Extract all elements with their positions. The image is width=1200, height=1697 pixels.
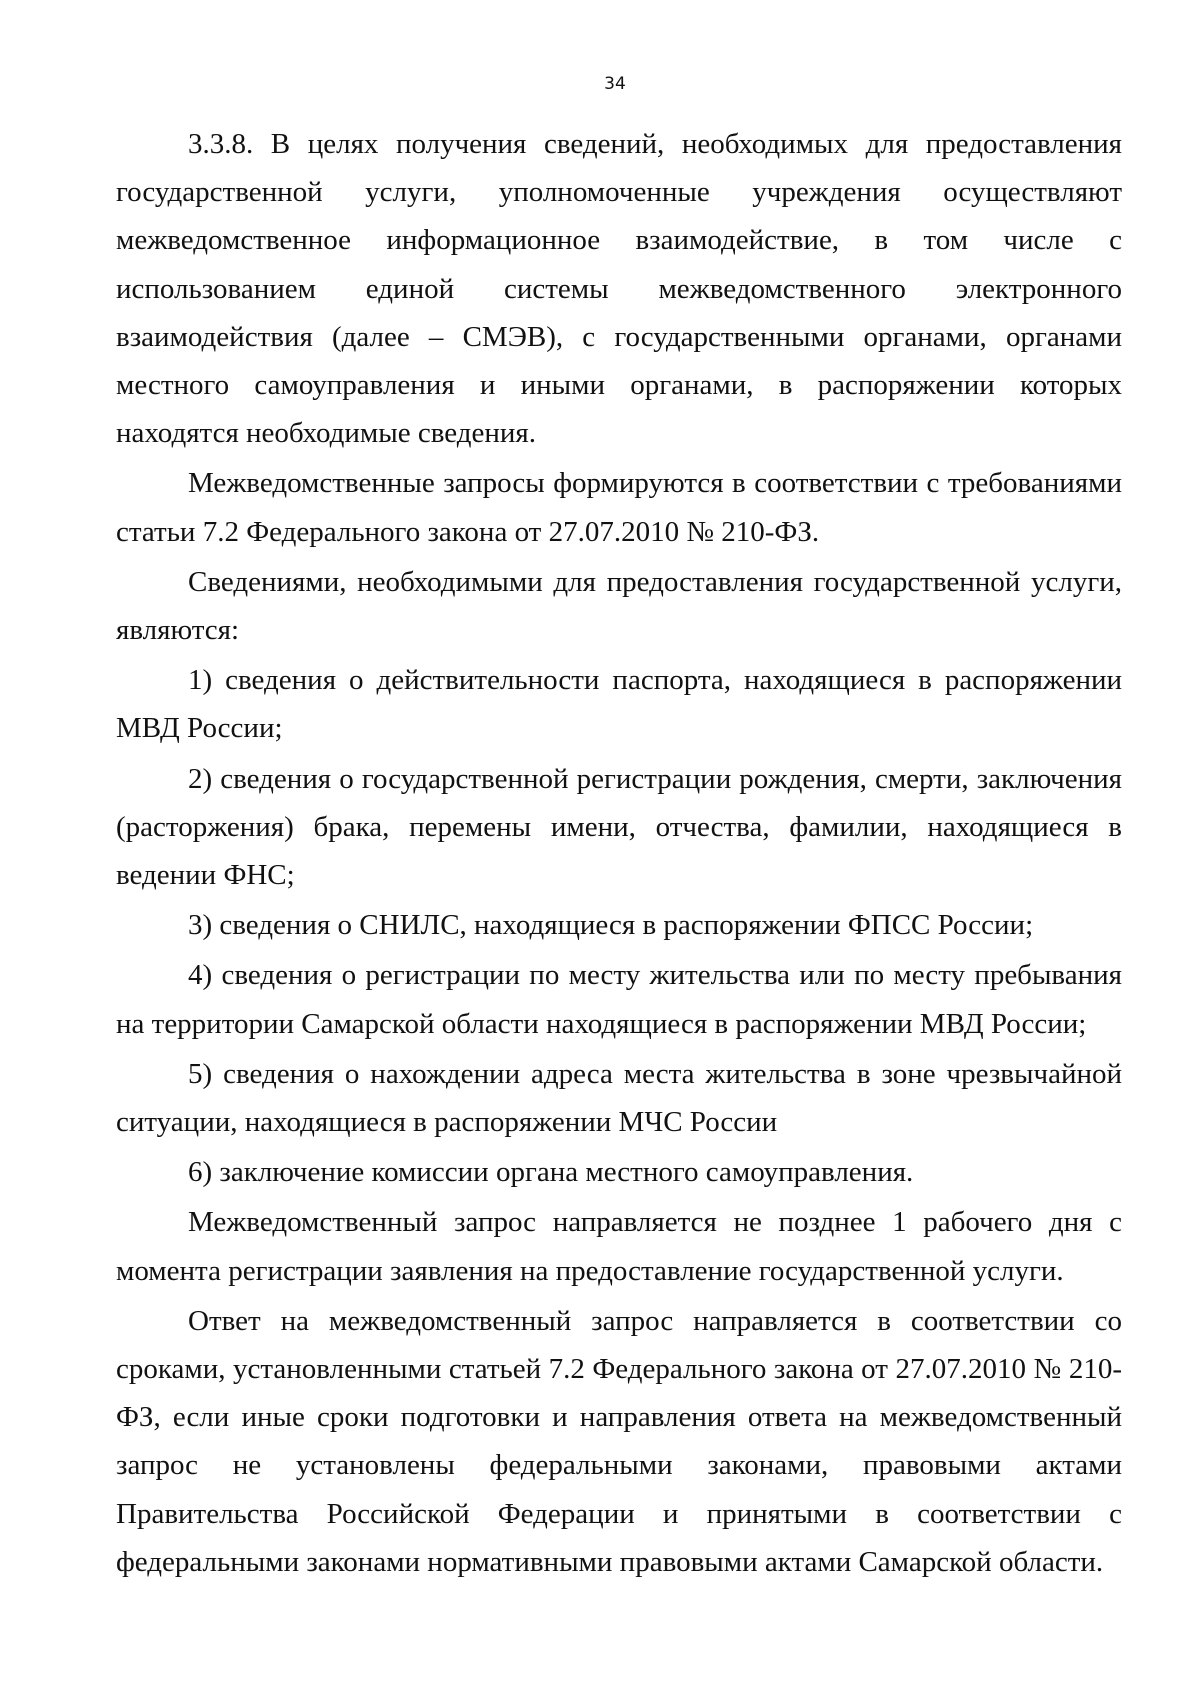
paragraph-response-deadline: Ответ на межведомственный запрос направляется в соответствии со сроками, установленными статьей 7.2 Федерального закона от 27.07.2010 № 210-ФЗ, если иные сроки подготовки и направления ответа на межведомственный запрос не установлены федеральными законами, правовыми актами Правительства Российской Федерации и принятыми в соответствии с федеральными законами нормативными правовыми актами Самарской области.	[116, 1304, 1122, 1578]
paragraph-request-deadline: Межведомственный запрос направляется не позднее 1 рабочего дня с момента регистрации заявления на предоставление государственной услуги.	[116, 1206, 1122, 1287]
list-item-5: 5) сведения о нахождении адреса места жительства в зоне чрезвычайной ситуации, находящиеся в распоряжении МЧС России	[116, 1057, 1122, 1139]
paragraph-required-info: Сведениями, необходимыми для предоставления государственной услуги, являются:	[116, 565, 1122, 647]
page-number: 34	[604, 74, 626, 94]
document-body	[116, 120, 1122, 1588]
list-item-1: 1) сведения о действительности паспорта, находящиеся в распоряжении МВД России;	[116, 664, 1122, 745]
paragraph-3-3-8: 3.3.8. В целях получения сведений, необходимых для предоставления государственной услуги, уполномоченные учреждения осуществляют межведомственное информационное взаимодействие, в том числе с использованием единой системы межведомственного электронного взаимодействия (далее – СМЭВ), с государственными органами, органами местного самоуправления и иными органами, в распоряжении которых находятся необходимые сведения.	[116, 128, 1122, 450]
paragraph-interagency-requests: Межведомственные запросы формируются в соответствии с требованиями статьи 7.2 Федерального закона от 27.07.2010 № 210-ФЗ.	[116, 467, 1122, 548]
list-item-4: 4) сведения о регистрации по месту жительства или по месту пребывания на территории Самарской области находящиеся в распоряжении МВД России;	[116, 959, 1122, 1040]
list-item-3: 3) сведения о СНИЛС, находящиеся в распоряжении ФПСС России;	[188, 909, 1034, 942]
list-item-2: 2) сведения о государственной регистрации рождения, смерти, заключения (расторжения) брака, перемены имени, отчества, фамилии, находящиеся в ведении ФНС;	[116, 762, 1122, 892]
list-item-6: 6) заключение комиссии органа местного самоуправления.	[188, 1156, 914, 1189]
